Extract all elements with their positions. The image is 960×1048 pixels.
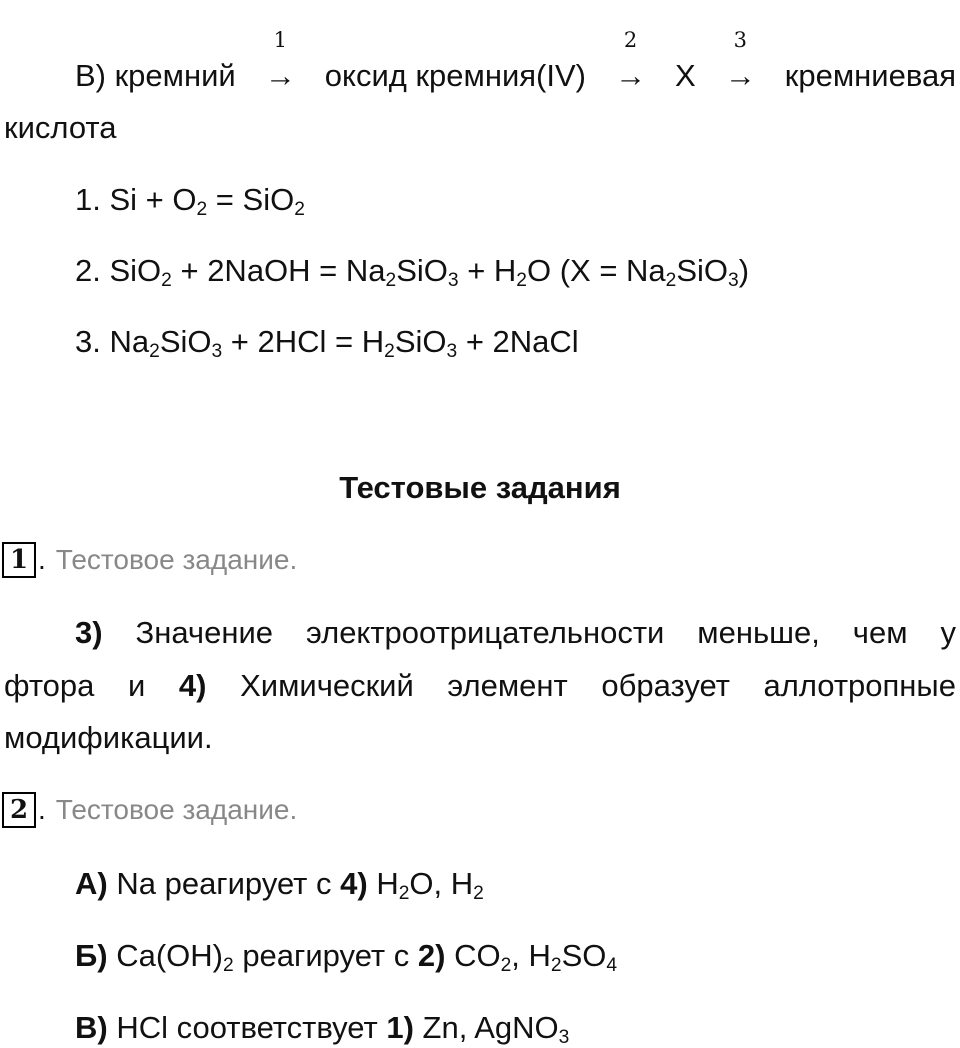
tests-heading: Тестовые задания	[339, 470, 621, 505]
task1-answer-line3: модификации.	[4, 720, 213, 755]
chain-start: В) кремний	[75, 58, 236, 93]
task-number-box: 1	[2, 542, 36, 578]
task2-answer-a: А) Na реагирует с 4) $H_2O$, $H_2$	[75, 866, 484, 904]
task-2-header: 2 . Тестовое задание.	[2, 792, 297, 828]
chain-x: X	[675, 58, 696, 93]
arrow-2-icon: 2 →	[615, 28, 647, 93]
task-1-header: 1 . Тестовое задание.	[2, 542, 297, 578]
task2-answer-b: Б) $Ca(OH)_2$ реагирует с 2) $CO_2$, $H_2SO_4$	[75, 938, 618, 976]
task-label: Тестовое задание.	[55, 544, 298, 575]
reaction-2: 2. SiO$_2$ + 2NaOH = $Na_2SiO_3 + H_2O$ $(X = Na_2SiO_3)$	[75, 253, 750, 291]
reaction-3: 3. $Na_2SiO_3 + 2HCl = H_2SiO_3$ + 2NaCl	[75, 324, 579, 362]
chain-acid: кремниевая	[784, 58, 956, 93]
arrow-1-icon: 1 →	[264, 28, 296, 93]
task1-answer-line2: фтора и 4) Химический элемент образует аллотропные	[4, 668, 956, 703]
task-label: Тестовое задание.	[55, 794, 298, 825]
chain-acid-continuation: кислота	[4, 110, 117, 145]
chain-oxide: оксид кремния(IV)	[324, 58, 586, 93]
reaction-1: 1. $Si + O_2 = SiO_2$	[75, 182, 305, 220]
arrow-3-icon: 3 →	[724, 28, 756, 93]
task2-answer-c: В) HCl соответствует 1) Zn, AgNO$_3$	[75, 1010, 570, 1048]
task1-answer-line1: 3) Значение электроотрицательности меньше, чем у	[75, 615, 956, 650]
task-number-box: 2	[2, 792, 36, 828]
conversion-chain	[75, 28, 956, 94]
